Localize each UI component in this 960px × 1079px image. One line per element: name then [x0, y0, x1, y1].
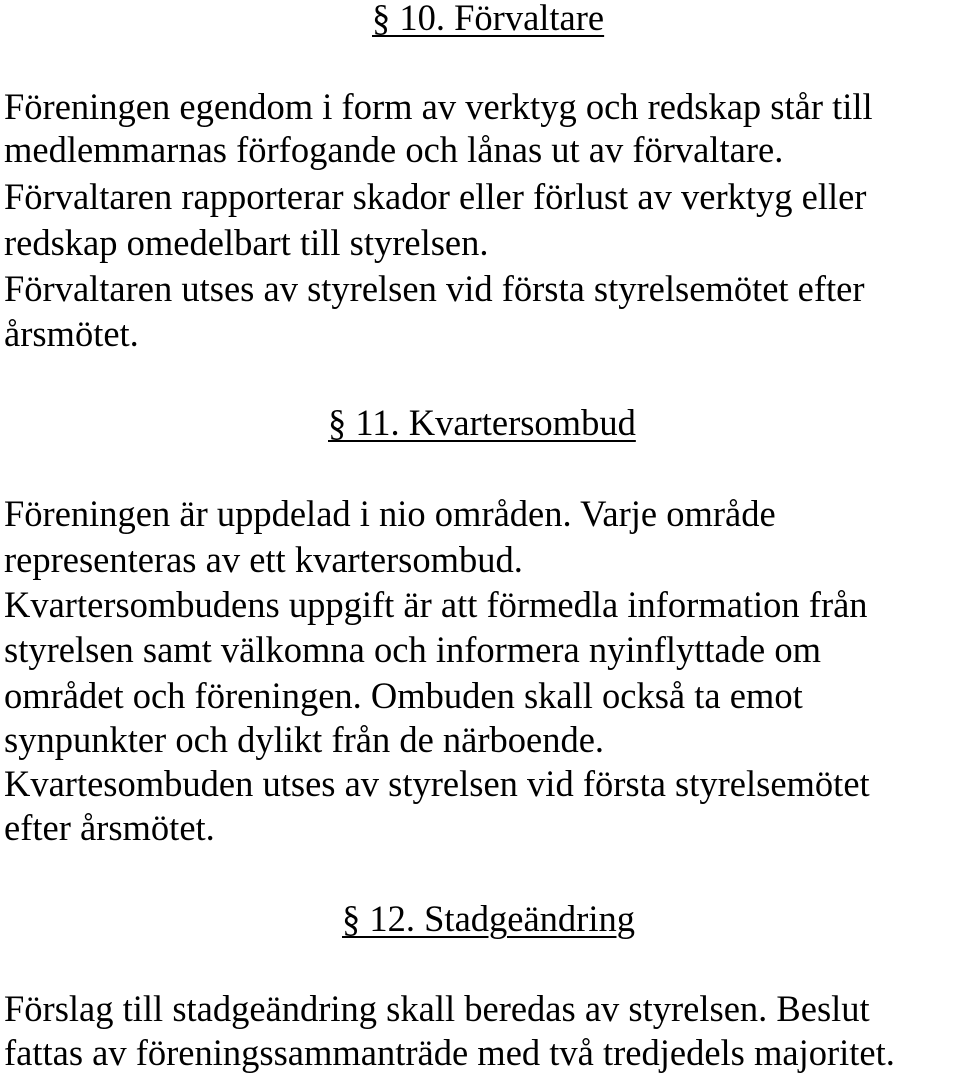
- section-10-heading: § 10. Förvaltare: [372, 0, 605, 38]
- section-12-heading: § 12. Stadgeändring: [342, 898, 635, 939]
- section-10-line: medlemmarnas förfogande och lånas ut av förvaltare.: [4, 129, 784, 170]
- section-11-heading: § 11. Kvartersombud: [328, 402, 636, 443]
- section-11-line: området och föreningen. Ombuden skall också ta emot: [4, 675, 803, 716]
- section-11-line: Kvartersombudens uppgift är att förmedla information från: [4, 584, 868, 625]
- section-11-line: efter årsmötet.: [4, 807, 215, 848]
- section-11-line: Kvartesombuden utses av styrelsen vid första styrelsemötet: [4, 763, 870, 804]
- section-12-line: Förslag till stadgeändring skall beredas av styrelsen. Beslut: [4, 988, 870, 1029]
- section-10-line: Förvaltaren utses av styrelsen vid första styrelsemötet efter: [4, 268, 865, 309]
- section-11-line: synpunkter och dylikt från de närboende.: [4, 719, 605, 760]
- section-11-line: styrelsen samt välkomna och informera nyinflyttade om: [4, 629, 821, 670]
- section-10-line: Föreningen egendom i form av verktyg och redskap står till: [4, 86, 873, 127]
- section-11-line: Föreningen är uppdelad i nio områden. Varje område: [4, 493, 776, 534]
- section-10-line: Förvaltaren rapporterar skador eller förlust av verktyg eller: [4, 176, 867, 217]
- section-10-line: redskap omedelbart till styrelsen.: [4, 222, 489, 263]
- section-11-line: representeras av ett kvartersombud.: [4, 539, 523, 580]
- section-10-line: årsmötet.: [4, 313, 139, 354]
- section-12-line: fattas av föreningssammanträde med två tredjedels majoritet.: [4, 1032, 895, 1073]
